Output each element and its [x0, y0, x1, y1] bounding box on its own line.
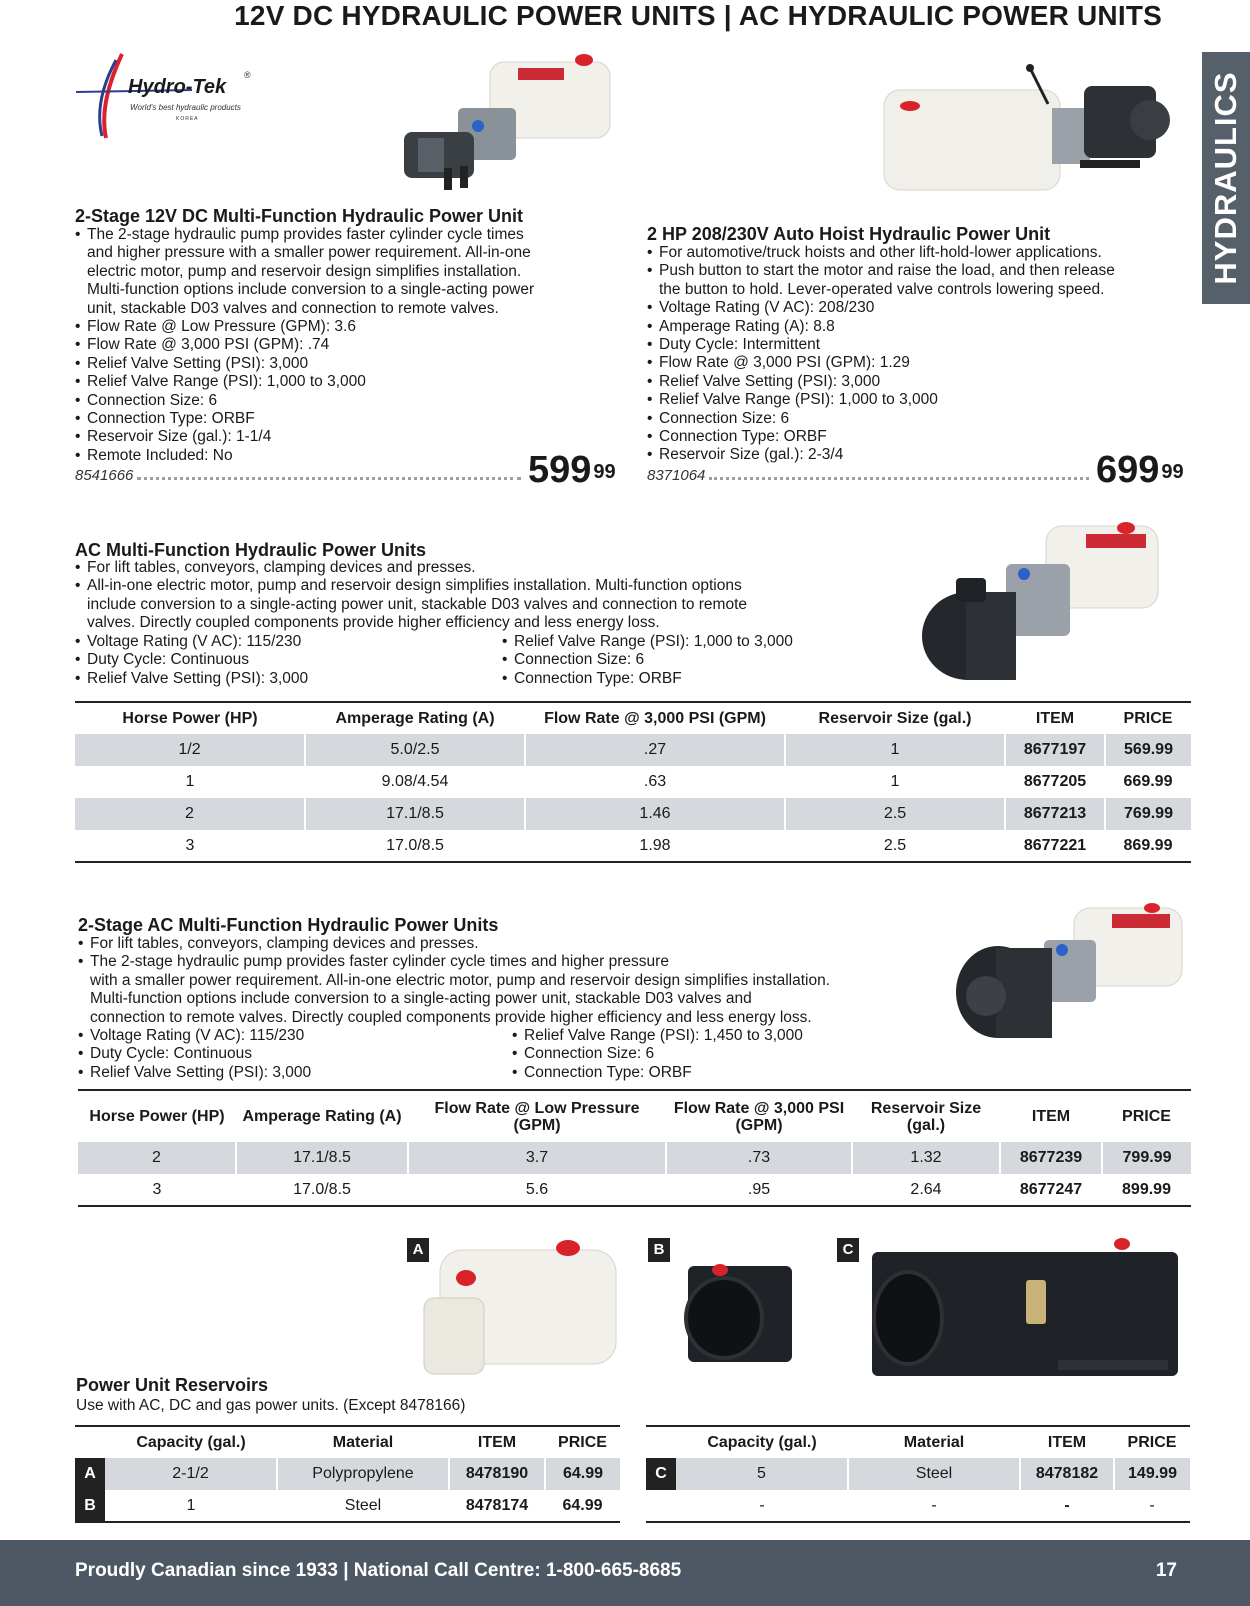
- reservoirs-table-left: [75, 1425, 620, 1523]
- image-label-a: A: [407, 1238, 429, 1262]
- dc-bullet-spec: • Relief Valve Setting (PSI): 3,000: [75, 355, 534, 373]
- leader-dots: [709, 477, 1089, 480]
- ac-specs-right: • Relief Valve Range (PSI): 1,000 to 3,000 • Connection Size: 6 • Connection Type: ORBF: [502, 633, 793, 688]
- table-row: - - - -: [759, 1496, 1155, 1514]
- two-stage-specs-right: • Relief Valve Range (PSI): 1,450 to 3,000 • Connection Size: 6 • Connection Type: ORBF: [512, 1027, 803, 1082]
- logo-country: KOREA: [176, 116, 199, 122]
- ac-specs-left: • Voltage Rating (V AC): 115/230 • Duty Cycle: Continuous • Relief Valve Setting (PSI): 3,000: [75, 633, 308, 688]
- dc-bullet-spec: • Connection Size: 6: [75, 392, 534, 410]
- dc-item-line: [75, 467, 525, 484]
- two-stage-bullet: • The 2-stage hydraulic pump provides faster cylinder cycle times and higher pressure with a smaller power requirement. All-in-one electric motor, pump and reservoir design simplifies installation. Multi-function options include conversion to a single-acting power unit, stackable D03 valves and connection to remote valves. Directly coupled components provide higher efficiency and less energy loss.: [78, 953, 830, 1027]
- dc-bullet-spec: • Remote Included: No: [75, 447, 534, 465]
- dc-bullet-spec: • Flow Rate @ 3,000 PSI (GPM): .74: [75, 336, 534, 354]
- ac-units-table: [75, 701, 1191, 863]
- page-title: 12V DC HYDRAULIC POWER UNITS | AC HYDRAULIC POWER UNITS: [234, 0, 1162, 31]
- dc-bullet-spec: • Relief Valve Range (PSI): 1,000 to 3,000: [75, 373, 534, 391]
- two-stage-specs-left: • Voltage Rating (V AC): 115/230 • Duty Cycle: Continuous • Relief Valve Setting (PSI): 3,000: [78, 1027, 311, 1082]
- image-label-b: B: [648, 1238, 670, 1262]
- hoist-bullet-spec: • Duty Cycle: Intermittent: [647, 336, 1115, 354]
- two-stage-ac-bullets: [78, 935, 830, 1027]
- table-header: Reservoir Size (gal.): [818, 709, 972, 727]
- hoist-item-line: [647, 467, 1093, 484]
- hoist-price: 699 $^{99}$: [1096, 449, 1184, 491]
- leader-dots: [137, 477, 521, 480]
- table-row: 3 17.0/8.5 1.98 2.5 8677221 869.99: [185, 836, 1173, 854]
- side-tab-label: HYDRAULICS: [1208, 71, 1243, 285]
- two-stage-ac-unit-image: [952, 900, 1188, 1046]
- ac-units-bullets: [75, 559, 747, 633]
- table-row: 2 17.1/8.5 1.46 2.5 8677213 769.99: [75, 798, 1191, 830]
- dc-price: 599 $^{99}$: [528, 449, 616, 491]
- hoist-bullet: • For automotive/truck hoists and other lift-hold-lower applications.: [647, 244, 1115, 262]
- table-row: 3 17.0/8.5 5.6 .95 2.64 8677247 899.99: [152, 1180, 1171, 1198]
- reservoir-c-image: [868, 1232, 1182, 1382]
- hoist-bullet-spec: • Amperage Rating (A): 8.8: [647, 318, 1115, 336]
- table-row: 1 9.08/4.54 .63 1 8677205 669.99: [185, 773, 1173, 790]
- hoist-bullet-spec: • Flow Rate @ 3,000 PSI (GPM): 1.29: [647, 354, 1115, 372]
- hoist-bullet-spec: • Relief Valve Setting (PSI): 3,000: [647, 373, 1115, 391]
- table-header: Capacity (gal.): [136, 1433, 246, 1451]
- table-header: Capacity (gal.): [707, 1433, 817, 1451]
- logo-brand: Hydro-Tek: [128, 76, 227, 98]
- table-header: ITEM: [1035, 709, 1075, 727]
- table-header: Reservoir Size (gal.): [870, 1099, 982, 1134]
- hoist-bullet-spec: • Relief Valve Range (PSI): 1,000 to 3,000: [647, 391, 1115, 409]
- ac-bullet: • All-in-one electric motor, pump and reservoir design simplifies installation. Multi-function options include conversion to a single-acting power unit, stackable D03 valves and connection to remote valves. Directly coupled components provide higher efficiency and less energy loss.: [75, 577, 747, 632]
- table-header: Amperage Rating (A): [242, 1107, 402, 1125]
- dc-bullet-description: • The 2-stage hydraulic pump provides faster cylinder cycle times and higher pressure with a smaller power requirement. All-in-one electric motor, pump and reservoir design simplifies installation. Multi-function options include conversion to a single-acting power unit, stackable D03 valves and connection to remote valves.: [75, 226, 534, 318]
- dc-bullet-spec: • Connection Type: ORBF: [75, 410, 534, 428]
- table-row: 2 17.1/8.5 3.7 .73 1.32 8677239 799.99: [78, 1142, 1191, 1174]
- dc-bullet-spec: • Flow Rate @ Low Pressure (GPM): 3.6: [75, 318, 534, 336]
- hoist-bullet-spec: • Connection Type: ORBF: [647, 428, 1115, 446]
- dc-item-number: 8541666: [75, 467, 134, 484]
- logo-registered: ®: [244, 70, 251, 80]
- table-row: C 5 Steel 8478182 149.99: [646, 1458, 1190, 1490]
- table-header: PRICE: [1127, 1433, 1177, 1451]
- logo-tagline: World's best hydraulic products: [130, 103, 241, 112]
- table-header: Material: [332, 1433, 394, 1451]
- dc-unit-title: 2-Stage 12V DC Multi-Function Hydraulic Power Unit: [75, 206, 524, 226]
- hoist-unit-bullets: [647, 244, 1115, 465]
- table-header: Horse Power (HP): [122, 709, 258, 727]
- table-header: ITEM: [1031, 1107, 1071, 1125]
- reservoirs-title: Power Unit Reservoirs: [76, 1375, 269, 1395]
- hoist-bullet-spec: • Reservoir Size (gal.): 2-3/4: [647, 446, 1115, 464]
- hoist-bullet: • Push button to start the motor and raise the load, and then release the button to hold. Lever-operated valve controls lowering speed.: [647, 262, 1115, 299]
- table-header: Horse Power (HP): [89, 1107, 225, 1125]
- hoist-item-number: 8371064: [647, 467, 706, 484]
- hoist-power-unit-image: [880, 64, 1170, 198]
- two-stage-ac-title: 2-Stage AC Multi-Function Hydraulic Power Units: [78, 915, 499, 935]
- table-header: Flow Rate @ Low Pressure (GPM): [434, 1099, 640, 1134]
- dc-power-unit-image: [398, 48, 620, 193]
- hydro-tek-logo: [72, 50, 262, 140]
- table-header: Flow Rate @ 3,000 PSI (GPM): [544, 709, 766, 727]
- hoist-unit-title: 2 HP 208/230V Auto Hoist Hydraulic Power Unit: [647, 224, 1051, 244]
- table-row: B 1 Steel 8478174 64.99: [75, 1490, 620, 1522]
- reservoirs-subtitle: Use with AC, DC and gas power units. (Except 8478166): [76, 1397, 466, 1414]
- table-row: 1/2 5.0/2.5 .27 1 8677197 569.99: [75, 734, 1191, 766]
- table-header: PRICE: [1122, 1107, 1171, 1125]
- dc-unit-bullets: [75, 226, 534, 465]
- table-header: Flow Rate @ 3,000 PSI (GPM): [673, 1099, 845, 1134]
- page-footer: [0, 1540, 1250, 1606]
- two-stage-ac-table: [78, 1089, 1191, 1207]
- footer-text: Proudly Canadian since 1933 | National Call Centre: 1-800-665-8685: [75, 1560, 682, 1581]
- table-header: PRICE: [558, 1433, 607, 1451]
- table-header: Amperage Rating (A): [335, 709, 495, 727]
- ac-units-title: AC Multi-Function Hydraulic Power Units: [75, 540, 427, 560]
- table-header: ITEM: [1047, 1433, 1087, 1451]
- table-header: Material: [903, 1433, 965, 1451]
- hoist-bullet-spec: • Voltage Rating (V AC): 208/230: [647, 299, 1115, 317]
- reservoirs-table-right: [646, 1425, 1190, 1523]
- table-row: A 2-1/2 Polypropylene 8478190 64.99: [75, 1458, 620, 1490]
- table-header: PRICE: [1123, 709, 1173, 727]
- image-label-c: C: [837, 1238, 859, 1262]
- reservoir-b-image: [678, 1256, 796, 1372]
- hoist-bullet-spec: • Connection Size: 6: [647, 410, 1115, 428]
- reservoir-a-image: [420, 1236, 620, 1378]
- table-header: ITEM: [477, 1433, 517, 1451]
- dc-bullet-spec: • Reservoir Size (gal.): 1-1/4: [75, 428, 534, 446]
- ac-bullet: • For lift tables, conveyors, clamping devices and presses.: [75, 559, 747, 577]
- ac-power-unit-image: [916, 518, 1166, 686]
- page-number: 17: [1155, 1560, 1177, 1581]
- two-stage-bullet: • For lift tables, conveyors, clamping devices and presses.: [78, 935, 830, 953]
- section-side-tab: [1202, 52, 1250, 304]
